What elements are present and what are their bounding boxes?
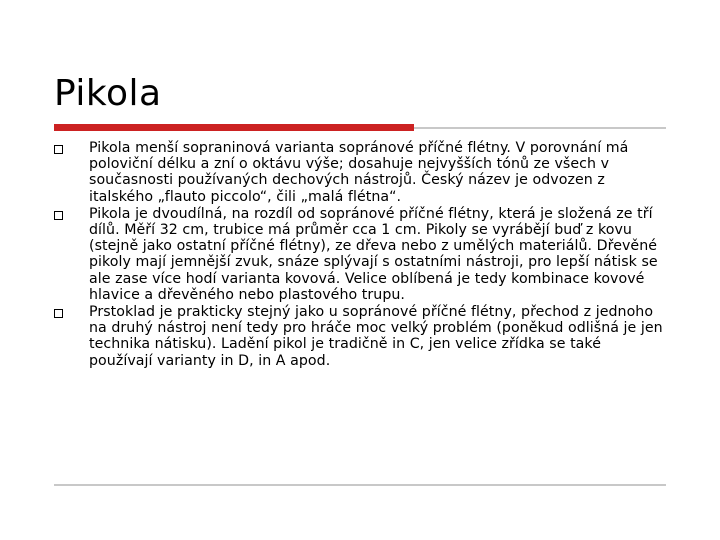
- bullet-list: [54, 140, 664, 370]
- square-bullet-icon: [54, 211, 63, 220]
- footer-rule: [54, 484, 666, 486]
- square-bullet-icon: [54, 145, 63, 154]
- title-accent-bar-red: [54, 124, 414, 131]
- bullet-item-1: [54, 140, 664, 205]
- bullet-text: Pikola menší sopraninová varianta sopránové příčné flétny. V porovnání má poloviční délku a zní o oktávu výše; dosahuje nejvyšších tónů ze všech v současnosti používaných dechových nástrojů. Český název je odvozen z italského „flauto piccolo“, čili „malá flétna“.: [89, 140, 629, 205]
- bullet-text: Pikola je dvoudílná, na rozdíl od sopránové příčné flétny, která je složená ze tří dílů. Měří 32 cm, trubice má průměr cca 1 cm. Pikoly se vyrábějí buď z kovu (stejně jako ostatní příčné flétny), ze dřeva nebo z umělých materiálů. Dřevěné pikoly mají jemnější zvuk, snáze splývají s ostatními nástroji, pro lepší nátisk se ale zase více hodí varianta kovová. Velice oblíbená je tedy kombinace kovové hlavice a dřevěného nebo plastového trupu.: [89, 205, 658, 303]
- slide-title: Pikola: [54, 73, 162, 114]
- title-accent-bar-gray: [414, 127, 666, 129]
- bullet-text: Prstoklad je prakticky stejný jako u sopránové příčné flétny, přechod z jednoho na druhý nástroj není tedy pro hráče moc velký problém (poněkud odlišná je jen technika nátisku). Ladění pikol je tradičně in C, jen velice zřídka se také používají varianty in D, in A apod.: [89, 304, 663, 369]
- square-bullet-icon: [54, 309, 63, 318]
- bullet-item-3: [54, 304, 664, 369]
- bullet-item-2: [54, 206, 664, 303]
